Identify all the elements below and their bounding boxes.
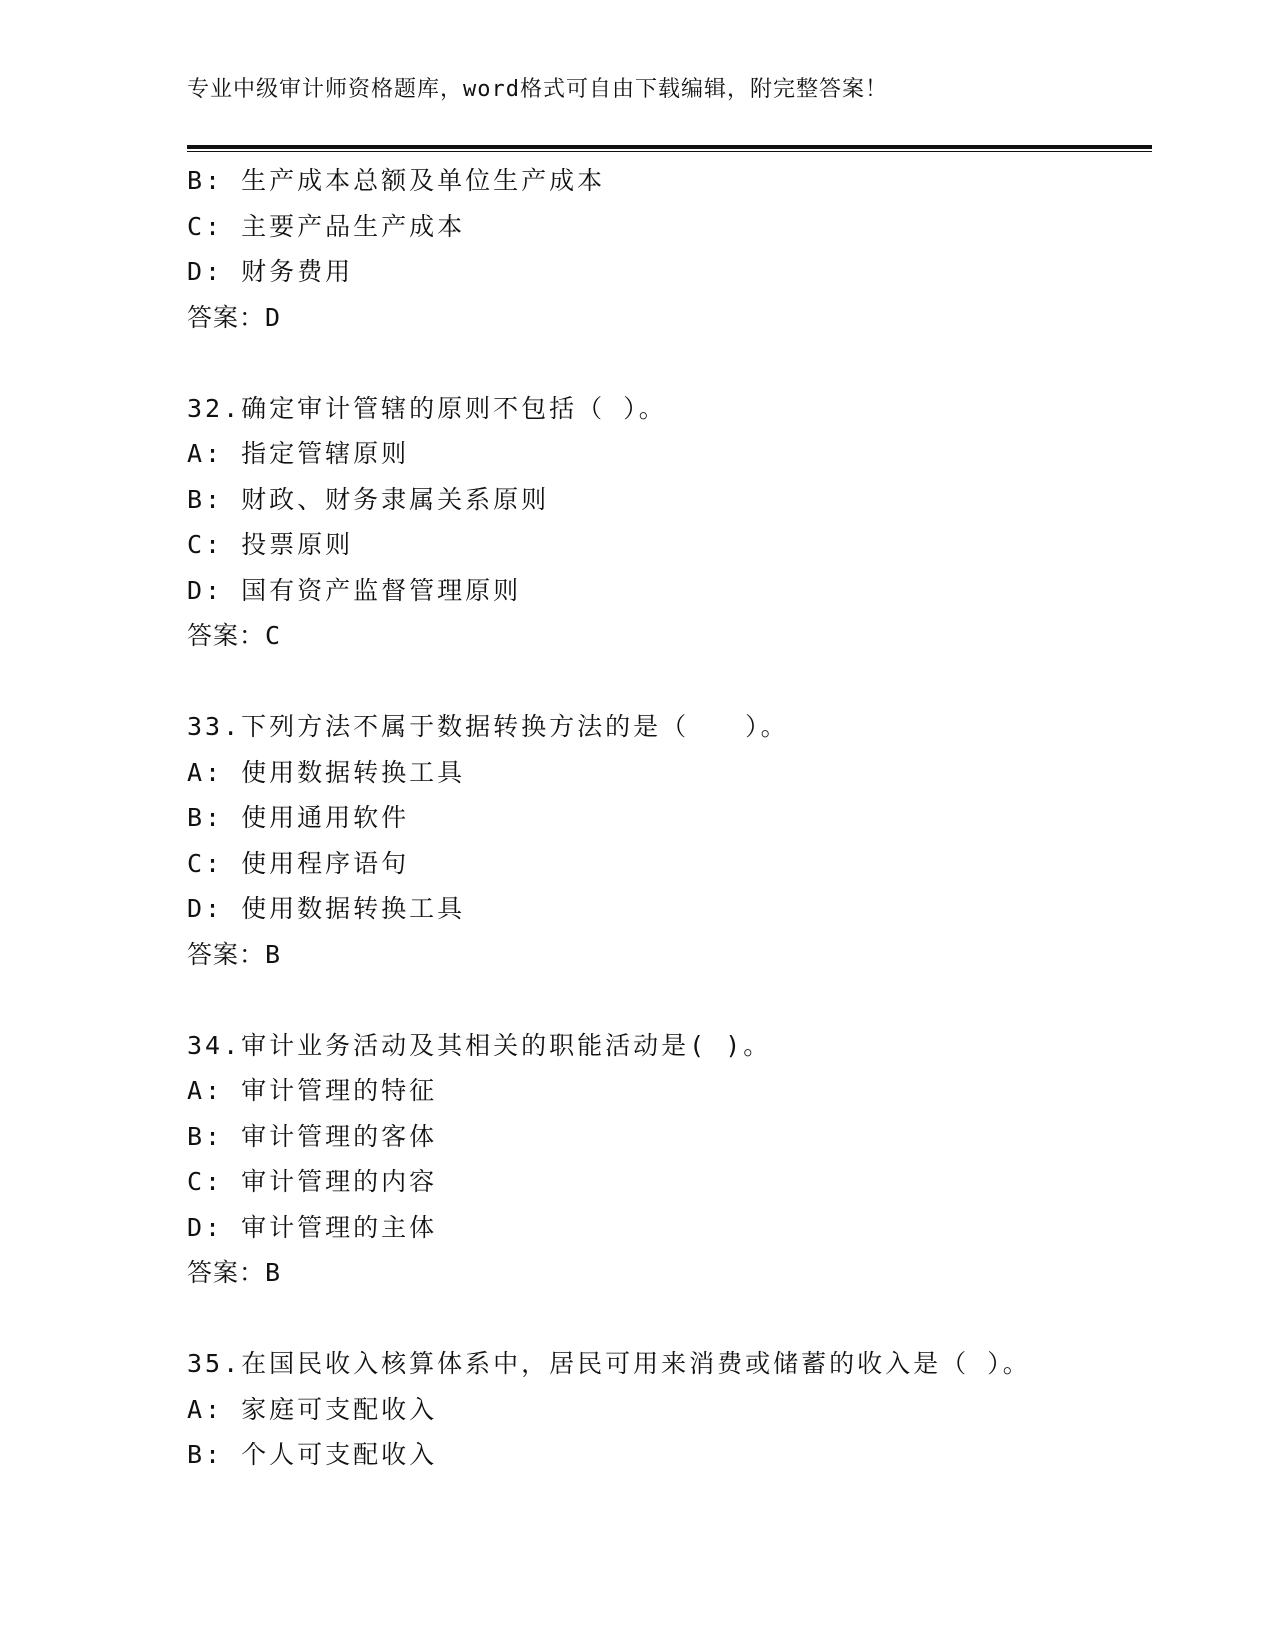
option-a: A: 指定管辖原则 <box>187 439 410 468</box>
question-33 <box>187 704 1152 977</box>
option-c: C: 投票原则 <box>187 530 354 559</box>
header-rule-thin <box>187 151 1152 152</box>
option-b: B: 生产成本总额及单位生产成本 <box>187 166 606 195</box>
option-b: B: 个人可支配收入 <box>187 1440 438 1469</box>
option-c: C: 审计管理的内容 <box>187 1167 438 1196</box>
option-c: C: 主要产品生产成本 <box>187 211 466 241</box>
question-list <box>187 158 1152 1478</box>
option-a: A: 审计管理的特征 <box>187 1076 438 1105</box>
answer-value: B <box>265 1258 281 1287</box>
spacer <box>187 977 1152 1023</box>
answer-line <box>187 932 1152 978</box>
spacer <box>187 1296 1152 1342</box>
question-31 <box>187 158 1152 340</box>
answer-label: 答案： <box>187 1258 266 1287</box>
page-header: 专业中级审计师资格题库，word格式可自由下载编辑，附完整答案！ <box>187 77 888 102</box>
answer-value: D <box>265 302 281 332</box>
question-stem: 34.审计业务活动及其相关的职能活动是( )。 <box>187 1030 772 1060</box>
answer-label: 答案： <box>187 621 266 650</box>
question-32 <box>187 386 1152 659</box>
option-b: B: 审计管理的客体 <box>187 1121 438 1151</box>
answer-line <box>187 613 1152 659</box>
option-a: A: 家庭可支配收入 <box>187 1394 438 1424</box>
answer-line <box>187 1250 1152 1296</box>
spacer <box>187 340 1152 386</box>
question-35 <box>187 1341 1152 1478</box>
answer-label: 答案： <box>187 302 266 332</box>
question-stem: 33.下列方法不属于数据转换方法的是（ ）。 <box>187 712 789 741</box>
option-b: B: 使用通用软件 <box>187 803 410 832</box>
option-c: C: 使用程序语句 <box>187 848 410 878</box>
option-d: D: 财务费用 <box>187 257 354 286</box>
option-b: B: 财政、财务隶属关系原则 <box>187 484 550 514</box>
option-d: D: 国有资产监督管理原则 <box>187 575 522 605</box>
option-d: D: 审计管理的主体 <box>187 1212 438 1242</box>
question-34 <box>187 1023 1152 1296</box>
question-stem: 35.在国民收入核算体系中，居民可用来消费或储蓄的收入是（ ）。 <box>187 1349 1031 1378</box>
answer-line <box>187 295 1152 341</box>
answer-value: C <box>265 621 281 650</box>
spacer <box>187 659 1152 705</box>
option-d: D: 使用数据转换工具 <box>187 894 466 923</box>
question-stem: 32.确定审计管辖的原则不包括（ ）。 <box>187 393 667 423</box>
answer-value: B <box>265 939 281 969</box>
header-rule-thick <box>187 145 1152 149</box>
answer-label: 答案： <box>187 939 266 969</box>
option-a: A: 使用数据转换工具 <box>187 757 466 787</box>
